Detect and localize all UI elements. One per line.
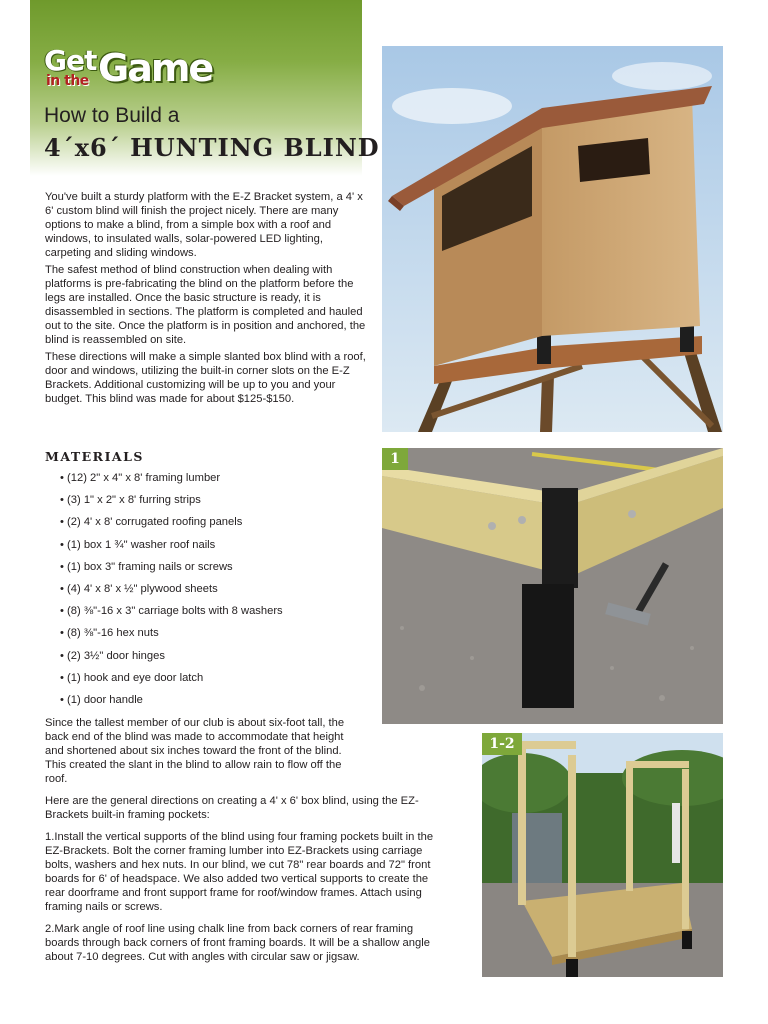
materials-item: • (4) 4' x 8' x ½" plywood sheets	[60, 582, 283, 604]
intro-paragraph: These directions will make a simple slanted box blind with a roof, door and windows, utilizing the built-in corner slots on the E-Z Brackets. Additional customizing will be up to you and your budget. This blind was made for about $125-$150.	[45, 351, 366, 405]
step-1-2-badge: 1-2	[482, 733, 522, 755]
logo-get: Get	[44, 44, 97, 77]
materials-item: • (1) door handle	[60, 693, 283, 715]
materials-item: • (1) box 1 ¾" washer roof nails	[60, 538, 283, 560]
materials-heading: MATERIALS	[45, 449, 144, 464]
page-title: 4´x6´ HUNTING BLIND	[44, 133, 380, 162]
bracket-corner-photo	[382, 448, 723, 724]
materials-item: • (8) ⅜"-16 x 3" carriage bolts with 8 washers	[60, 604, 283, 626]
bracket-corner-illustration	[382, 448, 723, 724]
materials-item: • (3) 1" x 2" x 8' furring strips	[60, 493, 283, 515]
body-paragraph: Here are the general directions on creating a 4' x 6' box blind, using the EZ-Brackets built-in framing pockets:	[45, 795, 419, 821]
get-in-the-game-logo	[44, 44, 244, 94]
body-paragraph: Since the tallest member of our club is about six-foot tall, the back end of the blind was made to accommodate that height and shortened about six inches toward the front of the blind. This created the slant in the blind to allow rain to flow off the roof.	[45, 717, 345, 785]
step-2-paragraph: 2.Mark angle of roof line using chalk line from back corners of rear framing boards through back corners of front framing boards. It will be a shallow angle about 7-10 degrees. Cut with angles with circular saw or jigsaw.	[45, 923, 430, 963]
intro-paragraph: You've built a sturdy platform with the E-Z Bracket system, a 4' x 6' custom blind will finish the project nicely. There are many options to make a blind, from a simple box with a roof and windows, to insulated walls, solar-powered LED lighting, carpeting and sliding windows.	[45, 191, 363, 259]
materials-item: • (1) hook and eye door latch	[60, 671, 283, 693]
intro-paragraph: The safest method of blind construction when dealing with platforms is pre-fabricating the blind on the platform before the legs are installed. Once the basic structure is ready, it is disassembled in sections. The platform is completed and hauled out to the site. Once the platform is in position and anchored, the blind is reassembled on site.	[45, 264, 366, 346]
framing-photo	[482, 733, 723, 977]
framing-illustration	[482, 733, 723, 977]
instructions-text	[45, 716, 449, 972]
materials-item: • (2) 3½" door hinges	[60, 649, 283, 671]
page-subtitle: How to Build a	[44, 104, 180, 127]
materials-item: • (12) 2" x 4" x 8' framing lumber	[60, 471, 283, 493]
materials-item: • (8) ⅜"-16 hex nuts	[60, 626, 283, 648]
hunting-blind-photo	[382, 46, 723, 432]
step-1-badge: 1	[382, 448, 408, 470]
materials-list	[60, 471, 283, 715]
hunting-blind-illustration	[382, 46, 723, 432]
intro-text	[45, 190, 370, 409]
logo-in-the: in the	[46, 73, 89, 89]
logo-game: Game	[98, 46, 213, 90]
materials-item: • (2) 4' x 8' corrugated roofing panels	[60, 515, 283, 537]
materials-item: • (1) box 3" framing nails or screws	[60, 560, 283, 582]
step-1-paragraph: 1.Install the vertical supports of the blind using four framing pockets built in the EZ-Brackets. Bolt the corner framing lumber into EZ-Brackets using carriage bolts, washers and hex nuts. In our blind, we cut 78" rear boards and 72" front boards for 6' of headspace. We also added two vertical supports to create the rear doorframe and front support frame for roof/window frames. Attach using framing nails or screws.	[45, 831, 434, 913]
